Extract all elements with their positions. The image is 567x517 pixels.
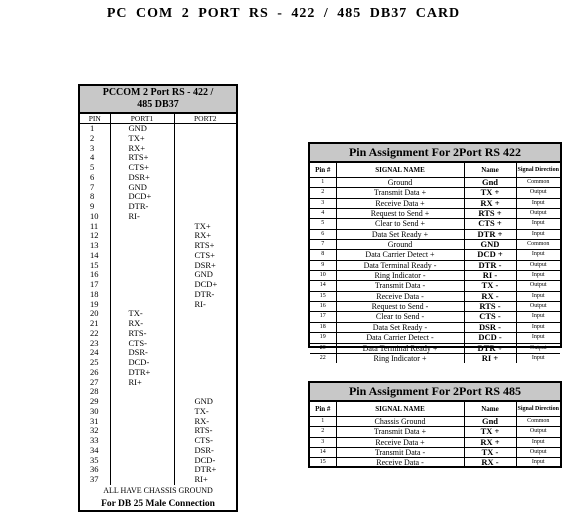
table-row: [80, 134, 236, 144]
pin-number: 14: [310, 448, 336, 458]
table-row: [310, 281, 560, 291]
pin-number: 7: [310, 240, 336, 250]
pin-number: 9: [80, 202, 110, 212]
pin-number: 25: [80, 358, 110, 368]
pin-number: 14: [80, 251, 110, 261]
table-row: [80, 251, 236, 261]
pin-number: 10: [80, 212, 110, 222]
table-row: [310, 353, 560, 363]
signal-abbrev: DTR -: [464, 260, 516, 270]
signal-name: Transmit Data -: [336, 448, 464, 458]
table-row: [310, 333, 560, 343]
table-row: [310, 250, 560, 260]
table-row: [310, 291, 560, 301]
signal-name: Data Carrier Detect -: [336, 333, 464, 343]
port1-signal: DCD-: [110, 358, 174, 368]
port2-signal: GND: [194, 270, 213, 280]
table-row: [310, 229, 560, 239]
rs422-pin-assignment-table: [308, 142, 562, 363]
table-row: [80, 387, 236, 397]
port1-signal: [110, 231, 174, 241]
port1-signal: RX+: [110, 144, 174, 154]
db37-header-row: [80, 114, 236, 124]
pin-number: 28: [80, 387, 110, 397]
table-row: [80, 202, 236, 212]
pin-number: 33: [80, 436, 110, 446]
column-header: PORT2: [174, 114, 236, 124]
table-row: [310, 198, 560, 208]
pin-number: 15: [80, 261, 110, 271]
table-row: [80, 261, 236, 271]
port2-signal: [174, 202, 236, 212]
pin-number: 2: [80, 134, 110, 144]
db37-title-line2: 485 DB37: [137, 99, 179, 110]
pin-number: 23: [80, 339, 110, 349]
rs422-table-body: [310, 178, 560, 364]
pin-number: 17: [310, 312, 336, 322]
column-header: Signal Direction: [516, 163, 560, 178]
pin-number: 2: [310, 188, 336, 198]
table-row: [80, 222, 236, 232]
port2-signal: [174, 329, 236, 339]
pin-number: 32: [80, 426, 110, 436]
pin-number: 15: [310, 291, 336, 301]
pin-number: 11: [80, 222, 110, 232]
db37-table-title: [80, 86, 236, 114]
signal-abbrev: TX -: [464, 281, 516, 291]
port2-signal: [174, 368, 236, 378]
signal-abbrev: RX -: [464, 458, 516, 468]
pin-number: 16: [310, 302, 336, 312]
table-row: [310, 458, 560, 468]
table-row: [310, 260, 560, 270]
port2-signal: [174, 183, 236, 193]
table-row: [80, 319, 236, 329]
signal-abbrev: RTS -: [464, 302, 516, 312]
signal-direction: Output: [516, 302, 560, 312]
port1-signal: GND: [110, 183, 174, 193]
port1-signal: [110, 222, 174, 232]
port2-signal: [174, 309, 236, 319]
port1-signal: DSR+: [110, 173, 174, 183]
port1-signal: RI-: [110, 212, 174, 222]
signal-name: Receive Data -: [336, 458, 464, 468]
signal-abbrev: DTR +: [464, 343, 516, 353]
port1-signal: TX-: [110, 309, 174, 319]
table-row: [80, 348, 236, 358]
port2-signal: DCD-: [194, 455, 216, 465]
signal-name: Ring Indicator -: [336, 271, 464, 281]
pin-number: 5: [80, 163, 110, 173]
signal-abbrev: RX +: [464, 198, 516, 208]
signal-abbrev: Gnd: [464, 417, 516, 427]
signal-abbrev: DSR -: [464, 322, 516, 332]
pin-number: 7: [80, 183, 110, 193]
table-row: [80, 368, 236, 378]
pin-number: 29: [80, 397, 110, 407]
port1-signal: [110, 280, 174, 290]
port1-signal: [110, 456, 174, 466]
table-row: [80, 212, 236, 222]
table-row: [80, 300, 236, 310]
signal-direction: Input: [516, 333, 560, 343]
pin-number: 27: [80, 378, 110, 388]
port2-signal: CTS-: [194, 436, 213, 445]
table-row: [80, 465, 236, 475]
signal-direction: Input: [531, 459, 545, 466]
pin-number: 6: [80, 173, 110, 183]
port2-signal: RI+: [194, 475, 208, 484]
db37-pinout-table: [78, 84, 238, 512]
pin-number: 1: [80, 124, 110, 134]
signal-abbrev: DCD -: [464, 333, 516, 343]
pin-number: 36: [80, 465, 110, 475]
port2-signal: [174, 134, 236, 144]
table-row: [310, 437, 560, 447]
rs485-table-title: Pin Assignment For 2Port RS 485: [310, 383, 560, 402]
port1-signal: [110, 300, 174, 310]
signal-name: Receive Data +: [336, 198, 464, 208]
port1-signal: [110, 387, 174, 397]
table-row: [80, 124, 236, 134]
signal-direction: Common: [516, 417, 560, 427]
port2-signal: DTR-: [194, 289, 215, 299]
port1-signal: DCD+: [110, 192, 174, 202]
table-row: [80, 407, 236, 417]
pin-number: 3: [310, 437, 336, 447]
rs422-table-title: Pin Assignment For 2Port RS 422: [310, 144, 560, 163]
pin-number: 21: [80, 319, 110, 329]
port2-signal: DCD+: [194, 280, 218, 289]
signal-name: Data Set Ready -: [336, 322, 464, 332]
signal-name: Data Carrier Detect +: [336, 250, 464, 260]
table-row: [80, 173, 236, 183]
port1-signal: [110, 397, 174, 407]
pin-number: 24: [80, 348, 110, 358]
pin-number: 20: [310, 343, 336, 353]
column-header: SIGNAL NAME: [336, 163, 464, 178]
port1-signal: CTS-: [110, 339, 174, 349]
pin-number: 35: [80, 456, 110, 466]
pin-number: 10: [310, 271, 336, 281]
signal-direction: Common: [516, 240, 560, 250]
signal-direction: Output: [516, 427, 560, 437]
pin-number: 17: [80, 280, 110, 290]
port2-signal: [174, 153, 236, 163]
signal-name: Ring Indicator +: [336, 353, 464, 363]
signal-abbrev: CTS -: [464, 312, 516, 322]
signal-name: Transmit Data +: [336, 188, 464, 198]
table-row: [80, 475, 236, 485]
chassis-ground-note: ALL HAVE CHASSIS GROUND: [103, 485, 213, 495]
pin-number: 14: [310, 281, 336, 291]
signal-abbrev: DTR +: [464, 229, 516, 239]
column-header: SIGNAL NAME: [336, 402, 464, 417]
table-row: [80, 329, 236, 339]
pin-number: 1: [310, 178, 336, 188]
pin-number: 16: [80, 270, 110, 280]
signal-name: Receive Data -: [336, 291, 464, 301]
table-row: [310, 343, 560, 353]
table-row: [80, 358, 236, 368]
port2-signal: RTS+: [194, 241, 215, 250]
signal-abbrev: RX +: [464, 437, 516, 447]
port2-signal: [174, 163, 236, 173]
column-header: PIN: [80, 114, 110, 124]
db25-connection-note: For DB 25 Male Connection: [101, 498, 215, 509]
signal-abbrev: RI +: [464, 353, 516, 363]
table-row: [80, 378, 236, 388]
signal-direction: Input: [516, 322, 560, 332]
rs485-table: [310, 402, 560, 468]
pin-number: 18: [80, 290, 110, 300]
signal-name: Transmit Data -: [336, 281, 464, 291]
pin-number: 31: [80, 417, 110, 427]
pin-number: 4: [310, 209, 336, 219]
table-row: [310, 240, 560, 250]
table-row: [310, 188, 560, 198]
port1-signal: [110, 475, 174, 485]
pin-number: 22: [80, 329, 110, 339]
table-row: [80, 339, 236, 349]
port2-signal: GND: [194, 397, 213, 406]
port2-signal: [174, 192, 236, 202]
table-row: [80, 153, 236, 163]
signal-direction: Output: [516, 343, 560, 353]
pin-number: 15: [310, 458, 336, 468]
signal-abbrev: RX -: [464, 291, 516, 301]
column-header: PORT1: [110, 114, 174, 124]
signal-abbrev: CTS +: [464, 219, 516, 229]
table-row: [80, 436, 236, 446]
table-row: [80, 309, 236, 319]
pin-number: 19: [80, 300, 110, 310]
port1-signal: RI+: [110, 378, 174, 388]
table-row: [80, 426, 236, 436]
rs485-header-row: [310, 402, 560, 417]
signal-direction: Input: [516, 198, 560, 208]
port1-signal: [110, 407, 174, 417]
table-row: [80, 397, 236, 407]
pin-number: 26: [80, 368, 110, 378]
table-row: [310, 271, 560, 281]
port2-signal: DTR+: [194, 465, 217, 475]
signal-direction: Output: [516, 281, 560, 291]
signal-abbrev: TX +: [464, 427, 516, 437]
pin-number: 8: [310, 250, 336, 260]
pin-number: 2: [310, 427, 336, 437]
port2-signal: [174, 339, 236, 349]
table-row: [310, 448, 560, 458]
pin-number: 6: [310, 229, 336, 239]
port1-signal: DTR+: [110, 368, 174, 378]
column-header: Name: [464, 402, 516, 417]
pin-number: 34: [80, 446, 110, 456]
port2-signal: [174, 212, 236, 222]
rs422-table: [310, 163, 560, 363]
signal-direction: Input: [516, 437, 560, 447]
port1-signal: TX+: [110, 134, 174, 144]
port1-signal: RTS-: [110, 329, 174, 339]
column-header: Pin #: [310, 402, 336, 417]
port2-signal: RX-: [194, 416, 210, 426]
db37-table: [80, 114, 236, 485]
port1-signal: RX-: [110, 319, 174, 329]
table-row: [310, 219, 560, 229]
table-row: [310, 178, 560, 188]
signal-abbrev: DCD +: [464, 250, 516, 260]
table-row: [310, 427, 560, 437]
signal-abbrev: TX -: [464, 448, 516, 458]
signal-name: Ground: [336, 240, 464, 250]
pin-number: 18: [310, 322, 336, 332]
pin-number: 4: [80, 153, 110, 163]
signal-name: Ground: [336, 178, 464, 188]
signal-direction: Output: [516, 448, 560, 458]
port1-signal: [110, 261, 174, 271]
signal-abbrev: Gnd: [464, 178, 516, 188]
port2-signal: [174, 348, 236, 358]
signal-name: Clear to Send -: [336, 312, 464, 322]
signal-direction: Output: [516, 209, 560, 219]
pin-number: 1: [310, 417, 336, 427]
signal-abbrev: TX +: [464, 188, 516, 198]
signal-direction: Output: [516, 260, 560, 270]
port1-signal: [110, 417, 174, 427]
table-row: [80, 446, 236, 456]
port2-signal: [174, 387, 236, 397]
signal-direction: Input: [516, 271, 560, 281]
pin-number: 3: [80, 144, 110, 154]
signal-direction: Input: [516, 291, 560, 301]
port2-signal: DSR+: [194, 260, 216, 270]
port1-signal: CTS+: [110, 163, 174, 173]
rs422-header-row: [310, 163, 560, 178]
signal-name: Data Set Ready +: [336, 229, 464, 239]
pin-number: 3: [310, 198, 336, 208]
pin-number: 9: [310, 260, 336, 270]
pin-number: 22: [310, 353, 336, 363]
pin-number: 13: [80, 241, 110, 251]
signal-direction: Common: [516, 178, 560, 188]
port2-signal: CTS+: [194, 250, 215, 260]
table-row: [310, 302, 560, 312]
table-row: [310, 312, 560, 322]
port2-signal: [174, 144, 236, 154]
pin-number: 37: [80, 475, 110, 485]
column-header: Signal Direction: [516, 402, 560, 417]
port2-signal: RX+: [194, 231, 212, 241]
port2-signal: RI-: [194, 299, 206, 309]
port2-signal: [174, 319, 236, 329]
signal-name: Clear to Send +: [336, 219, 464, 229]
port2-signal: [174, 378, 236, 388]
signal-abbrev: GND: [464, 240, 516, 250]
table-row: [310, 322, 560, 332]
table-row: [80, 417, 236, 427]
port1-signal: GND: [110, 124, 174, 134]
port1-signal: [110, 436, 174, 446]
column-header: Pin #: [310, 163, 336, 178]
port2-signal: TX-: [194, 406, 209, 416]
port1-signal: [110, 270, 174, 280]
signal-name: Chassis Ground: [336, 417, 464, 427]
port1-signal: [110, 446, 174, 456]
table-row: [80, 290, 236, 300]
port2-signal: DSR-: [194, 445, 214, 455]
port1-signal: [110, 290, 174, 300]
pin-number: 12: [80, 231, 110, 241]
port1-signal: [110, 426, 174, 436]
table-row: [80, 183, 236, 193]
port2-signal: TX+: [194, 221, 211, 231]
port1-signal: [110, 251, 174, 261]
signal-abbrev: RTS +: [464, 209, 516, 219]
port2-signal: RTS-: [194, 426, 213, 436]
signal-name: Request to Send -: [336, 302, 464, 312]
signal-name: Transmit Data +: [336, 427, 464, 437]
port1-signal: DTR-: [110, 202, 174, 212]
port1-signal: [110, 241, 174, 251]
signal-direction: Input: [516, 219, 560, 229]
pin-number: 19: [310, 333, 336, 343]
port2-signal: [174, 173, 236, 183]
table-row: [80, 144, 236, 154]
pin-number: 30: [80, 407, 110, 417]
signal-direction: Input: [516, 229, 560, 239]
port2-signal: [174, 124, 236, 134]
table-row: [80, 241, 236, 251]
signal-direction: Input: [516, 250, 560, 260]
pin-number: 8: [80, 192, 110, 202]
port1-signal: [110, 465, 174, 475]
table-row: [310, 209, 560, 219]
table-row: [80, 456, 236, 466]
column-header: Name: [464, 163, 516, 178]
table-row: [80, 270, 236, 280]
pin-number: 20: [80, 309, 110, 319]
table-row: [80, 192, 236, 202]
table-row: [80, 231, 236, 241]
table-row: [310, 417, 560, 427]
db37-table-body: [80, 124, 236, 485]
signal-direction: Output: [516, 188, 560, 198]
signal-direction: Input: [531, 354, 545, 361]
rs485-pin-assignment-table: [308, 381, 562, 468]
signal-name: Request to Send +: [336, 209, 464, 219]
signal-direction: Input: [516, 312, 560, 322]
table-row: [80, 163, 236, 173]
pin-number: 5: [310, 219, 336, 229]
page-title: PC COM 2 PORT RS - 422 / 485 DB37 CARD: [106, 6, 461, 21]
signal-name: Receive Data +: [336, 437, 464, 447]
port2-signal: [174, 358, 236, 368]
port1-signal: RTS+: [110, 153, 174, 163]
rs485-table-body: [310, 417, 560, 468]
port1-signal: DSR-: [110, 348, 174, 358]
table-row: [80, 280, 236, 290]
db37-title-line1: PCCOM 2 Port RS - 422 /: [102, 87, 214, 98]
signal-name: Data Terminal Ready -: [336, 260, 464, 270]
signal-abbrev: RI -: [464, 271, 516, 281]
signal-name: Data Terminal Ready +: [336, 343, 464, 353]
